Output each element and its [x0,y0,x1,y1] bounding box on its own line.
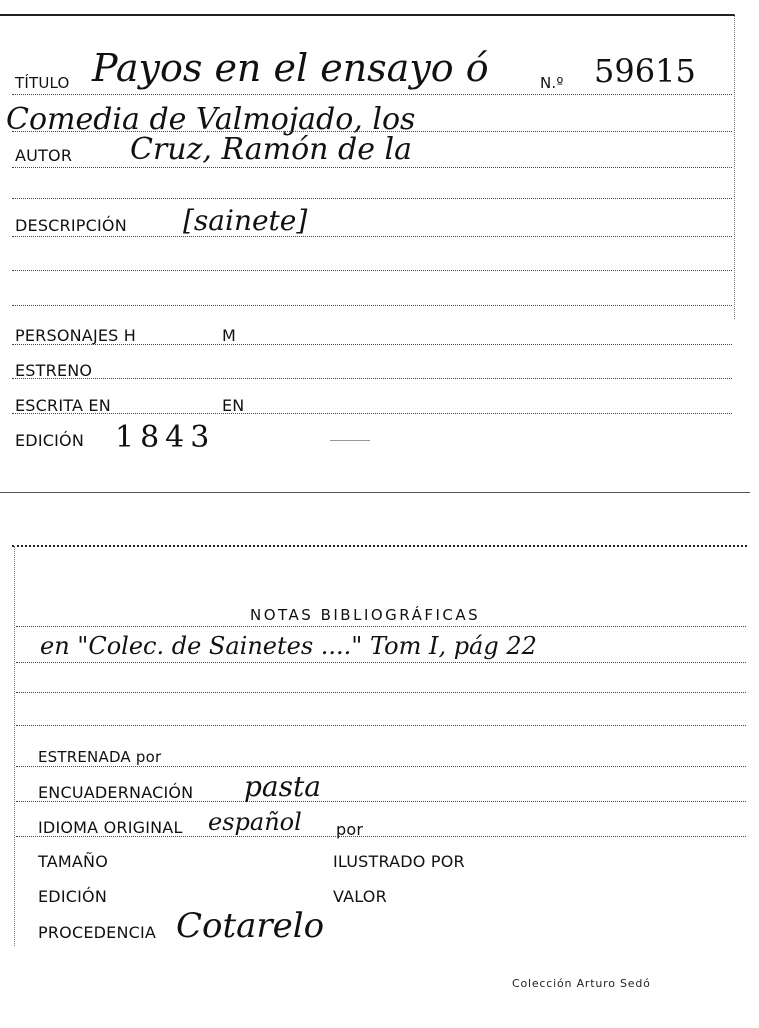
ilustrado-label: ILUSTRADO POR [333,852,465,871]
card-divider [0,492,750,493]
edicion-value: 1843 [115,420,216,455]
bottom-card-border [12,545,747,547]
titulo-label: TÍTULO [15,74,70,92]
edicion-label: EDICIÓN [15,431,85,450]
encuadernacion-rule [16,801,746,802]
notas-value: en "Colec. de Sainetes ...." Tom I, pág 22 [40,632,537,660]
escrita-rule [12,413,732,414]
collection-mark: Colección Arturo Sedó [512,977,651,990]
titulo-value-line2: Comedia de Valmojado, los [6,102,416,137]
idioma-por-label: por [336,820,364,839]
escrita-en-label: ESCRITA EN [15,396,111,415]
personajes-rule [12,344,732,345]
procedencia-value: Cotarelo [176,906,325,946]
idioma-value: español [208,808,302,836]
procedencia-label: PROCEDENCIA [38,923,157,942]
estreno-label: ESTRENO [15,361,93,380]
top-catalog-card [0,0,759,495]
autor-value: Cruz, Ramón de la [130,132,412,167]
autor-label: AUTOR [15,146,73,165]
notas-rule [16,662,746,663]
personajes-m-label: M [222,326,237,345]
numero-label: N.º [540,74,564,92]
valor-label: VALOR [333,887,387,906]
numero-value: 59615 [594,52,696,90]
descripcion-label: DESCRIPCIÓN [15,216,127,235]
blank-rule-2 [12,270,732,271]
notas-heading-rule [16,626,746,627]
blank-rule-4 [16,692,746,693]
escrita-en2-label: EN [222,396,245,415]
autor-rule [12,167,732,168]
titulo-rule [12,94,732,95]
top-card-border [0,14,735,16]
estrenada-label: ESTRENADA por [38,748,162,766]
bottom-card-left-edge [14,546,15,946]
idioma-label: IDIOMA ORIGINAL [38,818,183,837]
estrenada-rule [16,766,746,767]
descripcion-rule [12,236,732,237]
titulo-value: Payos en el ensayo ó [92,46,489,90]
personajes-label: PERSONAJES H [15,326,137,345]
edicion-label-bottom: EDICIÓN [38,887,108,906]
encuadernacion-label: ENCUADERNACIÓN [38,783,194,802]
encuadernacion-value: pasta [244,770,321,803]
idioma-rule [16,836,746,837]
descripcion-value: [sainete] [183,204,308,237]
tamano-label: TAMAÑO [38,852,108,871]
estreno-rule [12,378,732,379]
top-card-right-edge [734,14,735,319]
blank-rule-1 [12,198,732,199]
bottom-catalog-card [0,540,759,1028]
blank-rule-5 [16,725,746,726]
edicion-stroke [330,440,370,441]
notas-heading: NOTAS BIBLIOGRÁFICAS [250,606,481,624]
blank-rule-3 [12,305,732,306]
